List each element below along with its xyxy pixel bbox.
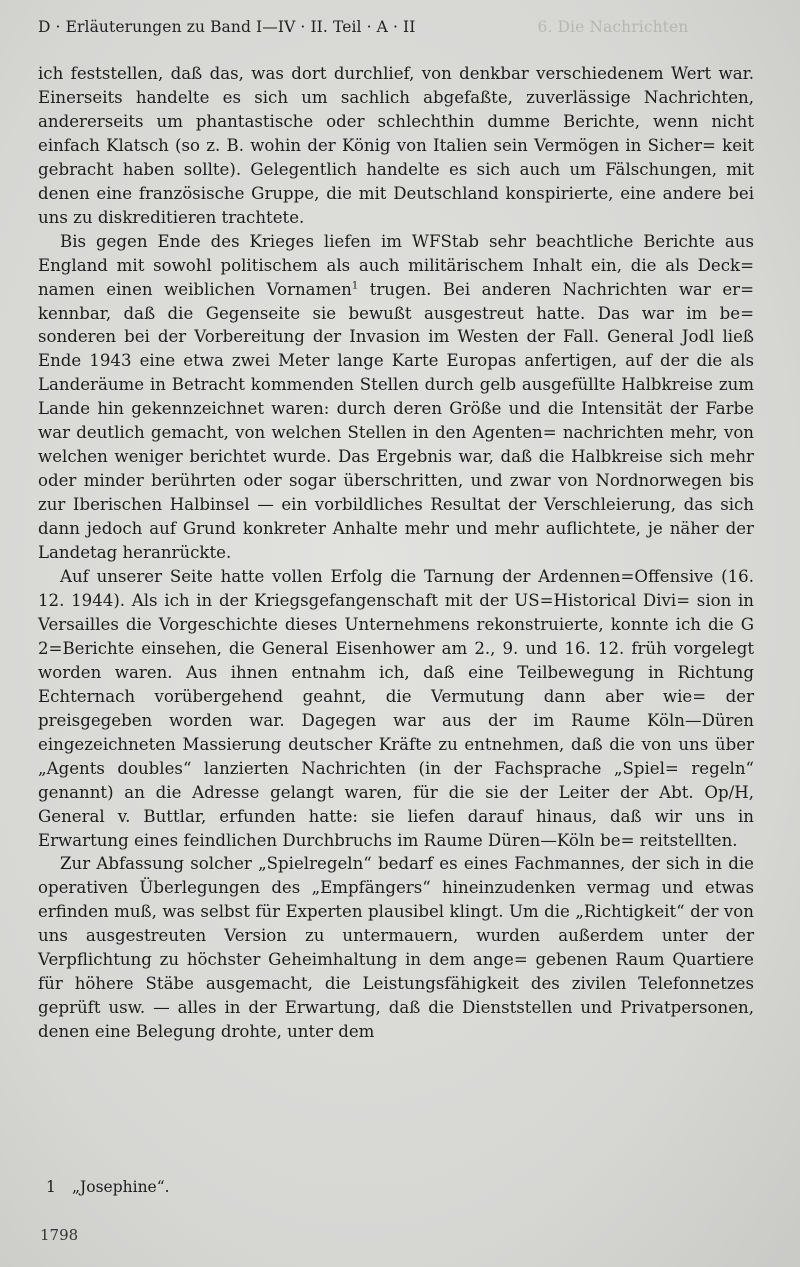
paragraph-2-part-b: trugen. Bei anderen Nachrichten war er= kennbar, daß die Gegenseite sie bewußt ausgestreut hatte. Das war im be= sonderen bei der Vorbereitung der Invasion im Westen der Fall. General Jodl ließ Ende 1943 eine etwa zwei Meter lange Karte Europas anfertigen, auf der die als Landeräume in Betracht kommenden Stellen durch gelb ausgefüllte Halbkreise zum Lande hin gekennzeichnet waren: durch deren Größe und die Intensität der Farbe war deutlich gemacht, von welchen Stellen in den Agenten= nachrichten mehr, von welchen weniger berichtet wurde. Das Ergebnis war, daß die Halbkreise sich mehr oder minder berührten oder sogar überschritten, und zwar von Nordnorwegen bis zur Iberischen Halbinsel — ein vorbildliches Resultat der Verschleierung, das sich dann jedoch auf Grund konkreter Anhalte mehr und mehr auflichtete, je näher der Landetag heranrückte. <box>38 279 754 563</box>
running-header <box>38 18 688 36</box>
page-number: 1798 <box>40 1226 79 1244</box>
paragraph-2 <box>38 230 754 565</box>
running-title: D · Erläuterungen zu Band I—IV · II. Teil · A · II <box>38 18 416 36</box>
paragraph-2-part-a: Bis gegen Ende des Krieges liefen im WFStab sehr beachtliche Berichte aus England mit sowohl politischem als auch militärischem Inhalt ein, die als Deck= namen einen weiblichen Vornamen <box>38 231 754 299</box>
footnote-reference[interactable]: 1 <box>351 280 359 292</box>
bleed-through-text: 6. Die Nachrichten <box>537 18 689 36</box>
main-text <box>38 62 754 1044</box>
paragraph-1: ich feststellen, daß das, was dort durchlief, von denkbar verschiedenem Wert war. Einerseits handelte es sich um sachlich abgefaßte, zuverlässige Nachrichten, andererseits um phantastische oder schlechthin dumme Berichte, wenn nicht einfach Klatsch (so z. B. wohin der König von Italien sein Vermögen in Sicher= keit gebracht haben sollte). Gelegentlich handelte es sich auch um Fälschungen, mit denen eine französische Gruppe, die mit Deutschland konspirierte, eine andere bei uns zu diskreditieren trachtete. <box>38 64 754 227</box>
paragraph-3: Auf unserer Seite hatte vollen Erfolg die Tarnung der Ardennen=Offensive (16. 12. 1944). Als ich in der Kriegsgefangenschaft mit der US=Historical Divi= sion in Versailles die Vorgeschichte dieses Unternehmens rekonstruierte, konnte ich die G 2=Berichte einsehen, die General Eisenhower am 2., 9. und 16. 12. früh vorgelegt worden waren. Aus ihnen entnahm ich, daß eine Teilbewegung in Richtung Echternach vorübergehend geahnt, die Vermutung dann aber wie= der preisgegeben worden war. Dagegen war aus der im Raume Köln—Düren eingezeichneten Massierung deutscher Kräfte zu entnehmen, daß die von uns über „Agents doubles“ lanzierten Nachrichten (in der Fachsprache „Spiel= regeln“ genannt) an die Adresse gelangt waren, für die sie der Leiter der Abt. Op/H, General v. Buttlar, erfunden hatte: sie liefen darauf hinaus, daß wir uns in Erwartung eines feindlichen Durchbruchs im Raume Düren—Köln be= reitstellten. <box>38 567 754 850</box>
footnote-text: „Josephine“. <box>72 1178 170 1196</box>
footnote-number: 1 <box>46 1178 56 1196</box>
paragraph-4: Zur Abfassung solcher „Spielregeln“ bedarf es eines Fachmannes, der sich in die operativen Überlegungen des „Empfängers“ hineinzudenken vermag und etwas erfinden muß, was selbst für Experten plausibel klingt. Um die „Richtigkeit“ der von uns ausgestreuten Version zu untermauern, wurden außerdem unter der Verpflichtung zu höchster Geheimhaltung in dem ange= gebenen Raum Quartiere für höhere Stäbe ausgemacht, die Leistungsfähigkeit des zivilen Telefonnetzes geprüft usw. — alles in der Erwartung, daß die Dienststellen und Privatpersonen, denen eine Belegung drohte, unter dem <box>38 854 754 1042</box>
footnote <box>46 1178 170 1196</box>
